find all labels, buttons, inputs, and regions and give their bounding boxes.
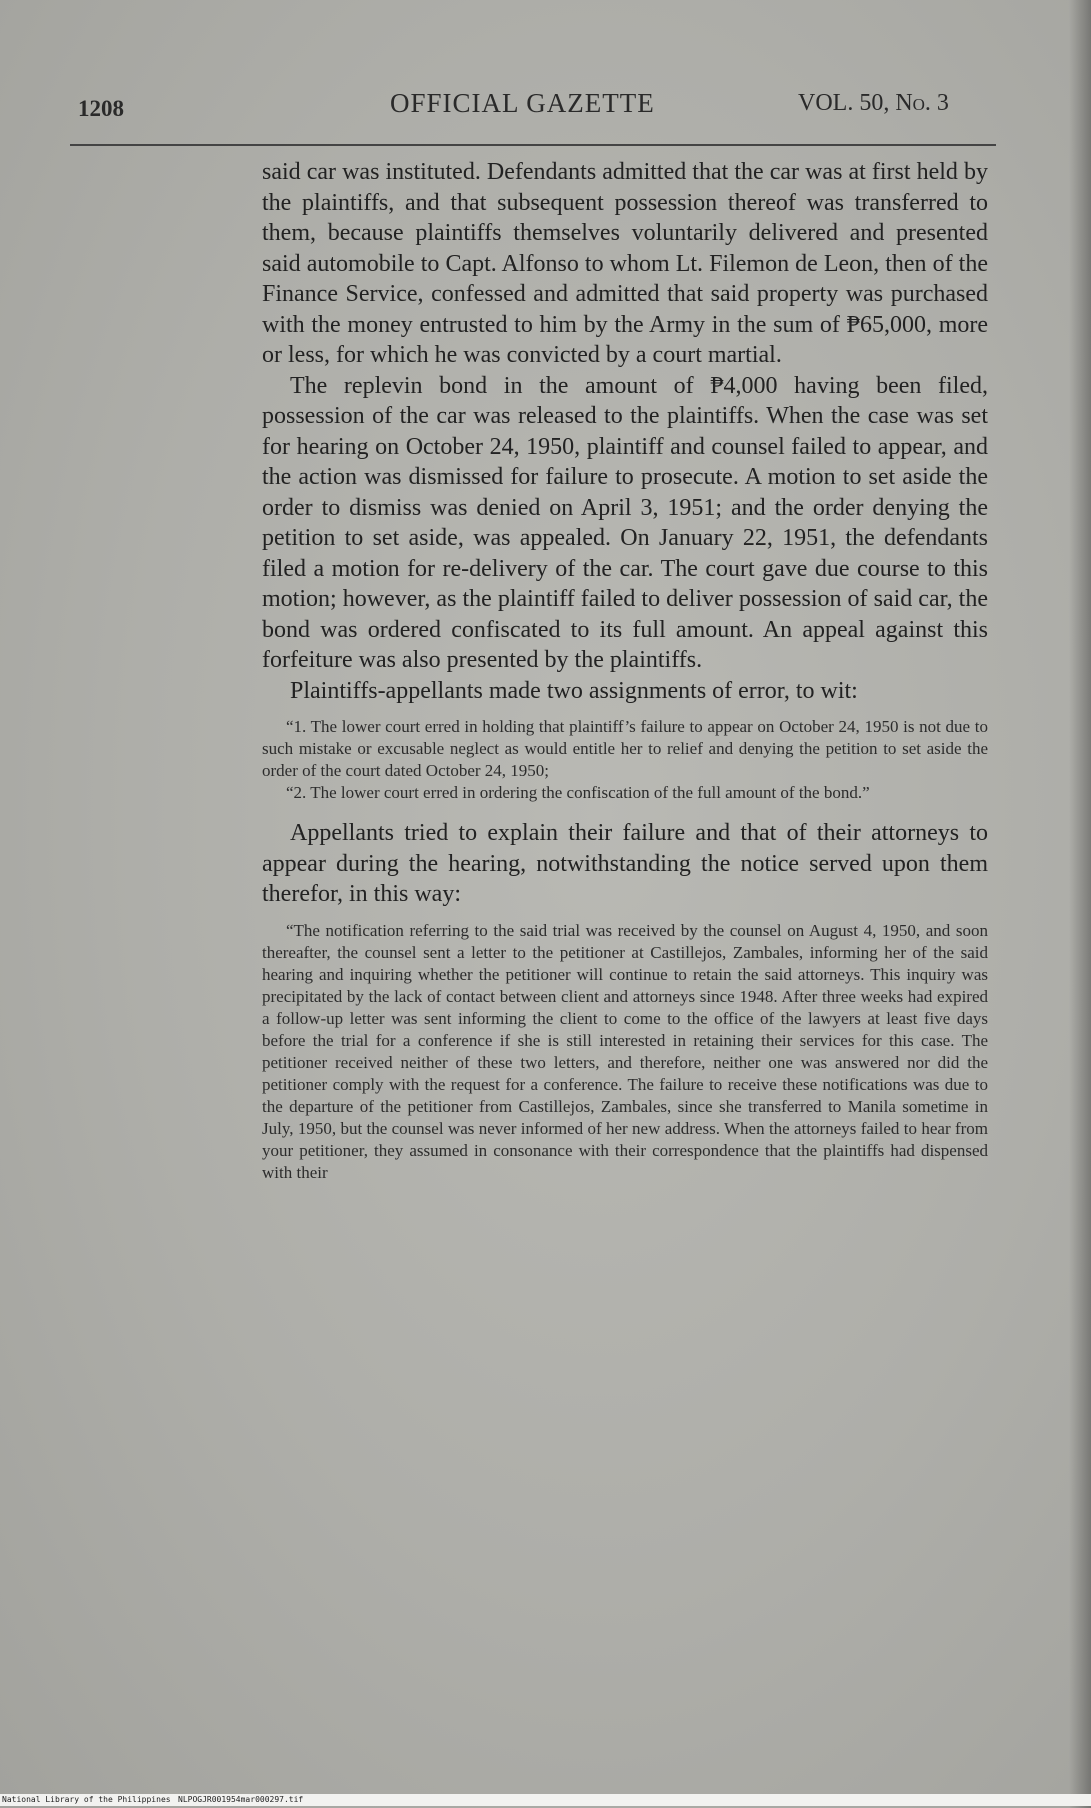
body-text [262,157,988,1184]
page-edge-shadow [1069,0,1091,1808]
assignment-of-error-1: “1. The lower court erred in holding that plaintiff’s failure to appear on October 24, 1950 is not due to such mistake or excusable neglect as would entitle her to relief and denying the petition to set aside the order of the court dated October 24, 1950; [262,717,988,780]
page-number: 1208 [78,96,124,121]
footer-library: National Library of the Philippines [2,1795,171,1804]
quoted-explanation: “The notification referring to the said trial was received by the counsel on August 4, 1950, and soon thereafter, the counsel sent a letter to the petitioner at Castillejos, Zambales, informing her of the said hearing and inquiring whether the petitioner will continue to retain the said attorneys. This inquiry was precipitated by the lack of contact between client and attorneys since 1948. After three weeks had expired a follow-up letter was sent informing the client to come to the office of the lawyers at least five days before the trial for a conference if she is still interested in retaining their services for this case. The petitioner received neither of these two letters, and therefore, neither one was answered nor did the petitioner comply with the request for a conference. The failure to receive these notifications was due to the departure of the petitioner from Castillejos, Zambales, since she transferred to Manila sometime in July, 1950, but the counsel was never informed of her new address. When the attorneys failed to hear from your petitioner, they assumed in consonance with their correspondence that the plaintiffs had dispensed with their [262,920,988,1182]
paragraph-replevin: The replevin bond in the amount of ₱4,000 having been filed, possession of the car was released to the plaintiffs. When the case was set for hearing on October 24, 1950, plaintiff and counsel failed to appear, and the action was dismissed for failure to prosecute. A motion to set aside the order to dismiss was denied on April 3, 1951; and the order denying the petition to set aside, was appealed. On January 22, 1951, the defendants filed a motion for re-delivery of the car. The court gave due course to this motion; however, as the plaintiff failed to deliver possession of said car, the bond was ordered confiscated to its full amount. An appeal against this forfeiture was also presented by the plaintiffs. [262,372,988,673]
paragraph-assignments-intro: Plaintiffs-appellants made two assignments of error, to wit: [290,677,858,704]
paragraph-explanation: Appellants tried to explain their failure and that of their attorneys to appear during the hearing, notwithstanding the notice served upon them therefor, in this way: [262,820,988,907]
header-rule [70,144,996,146]
footer-file-id: NLPOGJR001954mar000297.tif [178,1795,304,1804]
scan-footer [0,1794,1091,1806]
running-title: OFFICIAL GAZETTE [390,88,655,118]
page-header [0,88,1091,132]
paragraph-continuation: said car was instituted. Defendants admitted that the car was at first held by the plaintiffs, and that subsequent possession thereof was transferred to them, because plaintiffs themselves voluntarily delivered and presented said automobile to Capt. Alfonso to whom Lt. Filemon de Leon, then of the Finance Service, confessed and admitted that said property was purchased with the money entrusted to him by the Army in the sum of ₱65,000, more or less, for which he was convicted by a court martial. [262,159,988,368]
volume-number: VOL. 50, No. 3 [798,90,949,116]
assignment-of-error-2: “2. The lower court erred in ordering the confiscation of the full amount of the bond.” [286,783,870,802]
